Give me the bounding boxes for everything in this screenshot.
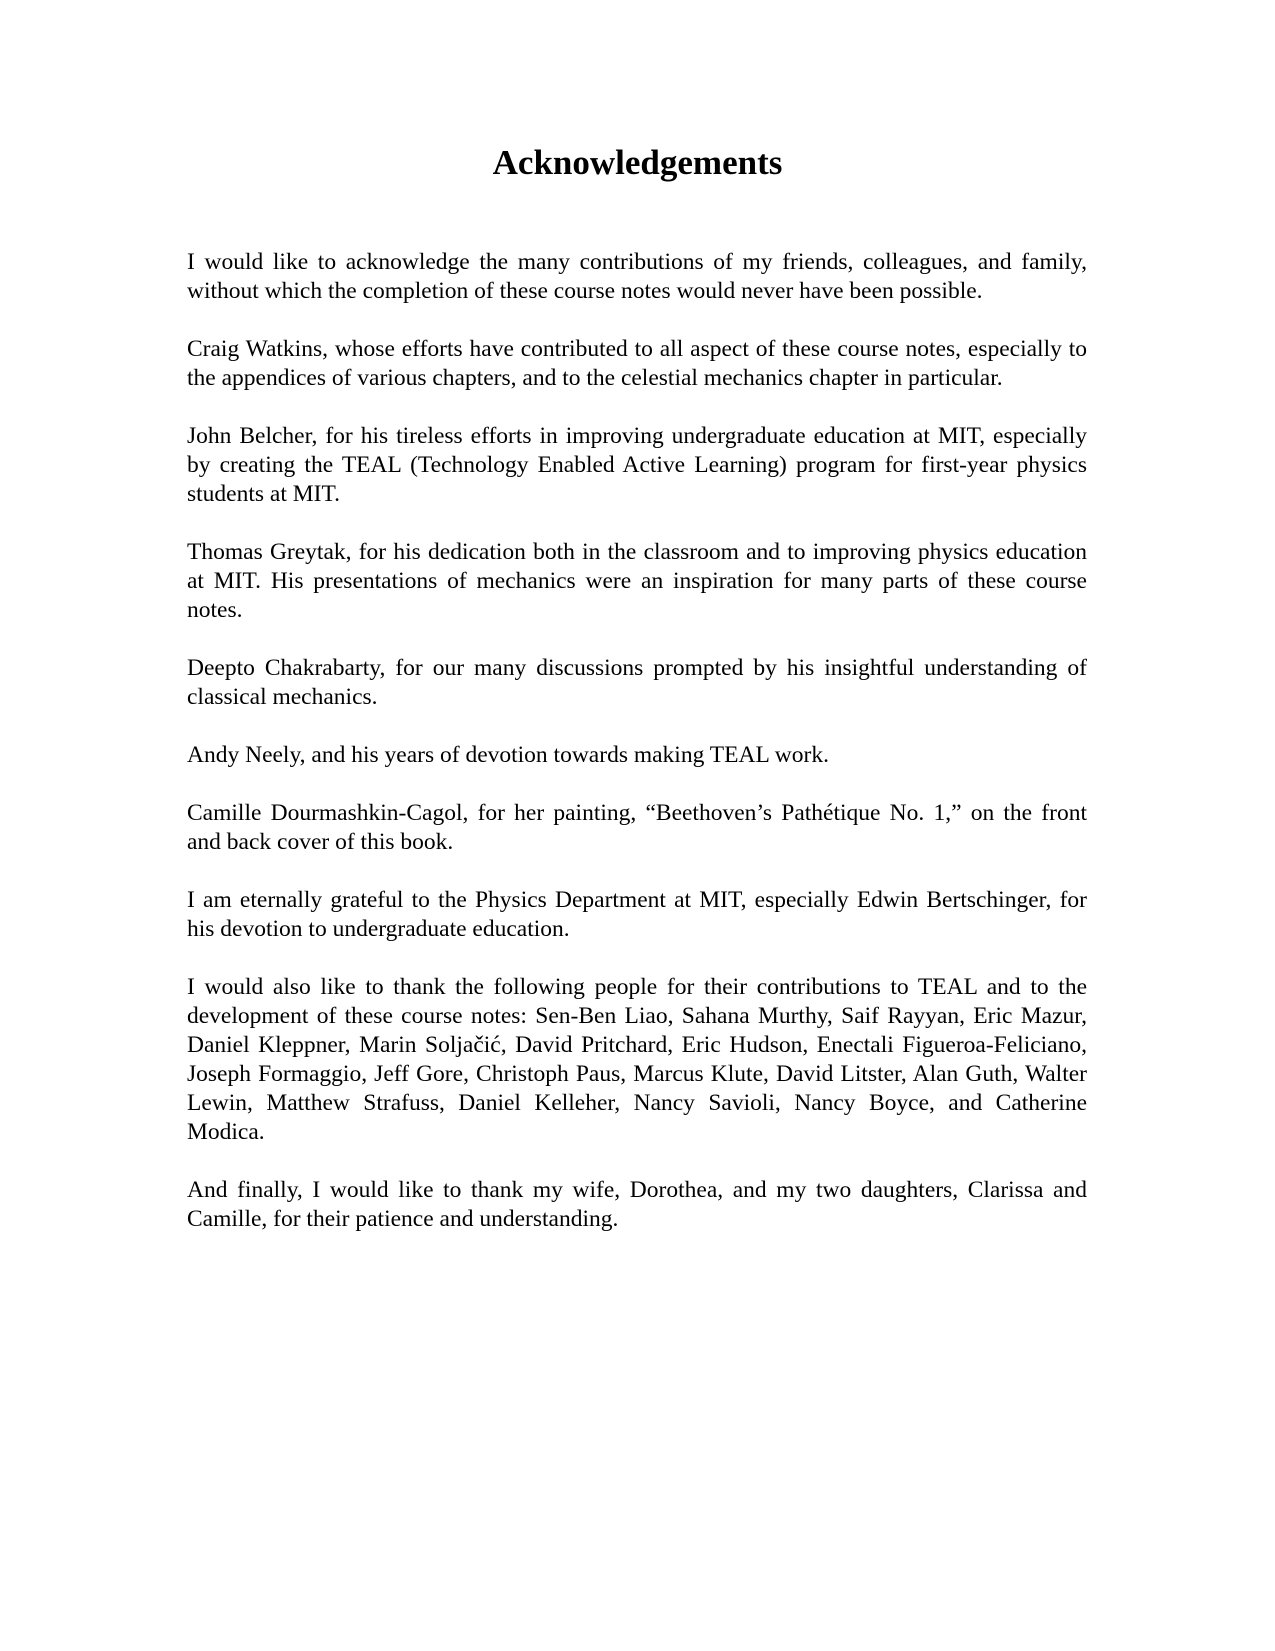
paragraph-thomas-greytak: Thomas Greytak, for his dedication both in the classroom and to improving physics education at MIT. His presentations of mechanics were an inspiration for many parts of these course notes.: [187, 539, 1087, 623]
paragraph-john-belcher: John Belcher, for his tireless efforts in improving undergraduate education at MIT, especially by creating the TEAL (Technology Enabled Active Learning) program for first-year physics students at MIT.: [187, 423, 1087, 507]
paragraph-family: And finally, I would like to thank my wife, Dorothea, and my two daughters, Clarissa and Camille, for their patience and understanding.: [187, 1177, 1087, 1232]
paragraph-intro: I would like to acknowledge the many contributions of my friends, colleagues, and family, without which the completion of these course notes would never have been possible.: [187, 249, 1087, 304]
paragraph-camille-dourmashkin-cagol: Camille Dourmashkin-Cagol, for her painting, “Beethoven’s Pathétique No. 1,” on the front and back cover of this book.: [187, 800, 1087, 855]
paragraph-deepto-chakrabarty: Deepto Chakrabarty, for our many discussions prompted by his insightful understanding of classical mechanics.: [187, 655, 1087, 710]
paragraph-contributors-list: I would also like to thank the following people for their contributions to TEAL and to the development of these course notes: Sen-Ben Liao, Sahana Murthy, Saif Rayyan, Eric Mazur, Daniel Kleppner, Marin Soljačić, David Pritchard, Eric Hudson, Enectali Figueroa-Feliciano, Joseph Formaggio, Jeff Gore, Christoph Paus, Marcus Klute, David Litster, Alan Guth, Walter Lewin, Matthew Strafuss, Daniel Kelleher, Nancy Savioli, Nancy Boyce, and Catherine Modica.: [187, 974, 1087, 1145]
acknowledgements-body: [187, 248, 1087, 1263]
paragraph-andy-neely: Andy Neely, and his years of devotion towards making TEAL work.: [187, 742, 829, 768]
paragraph-physics-department: I am eternally grateful to the Physics Department at MIT, especially Edwin Bertschinger, for his devotion to undergraduate education.: [187, 887, 1087, 942]
page-title: Acknowledgements: [492, 143, 783, 182]
paragraph-craig-watkins: Craig Watkins, whose efforts have contributed to all aspect of these course notes, especially to the appendices of various chapters, and to the celestial mechanics chapter in particular.: [187, 336, 1087, 391]
